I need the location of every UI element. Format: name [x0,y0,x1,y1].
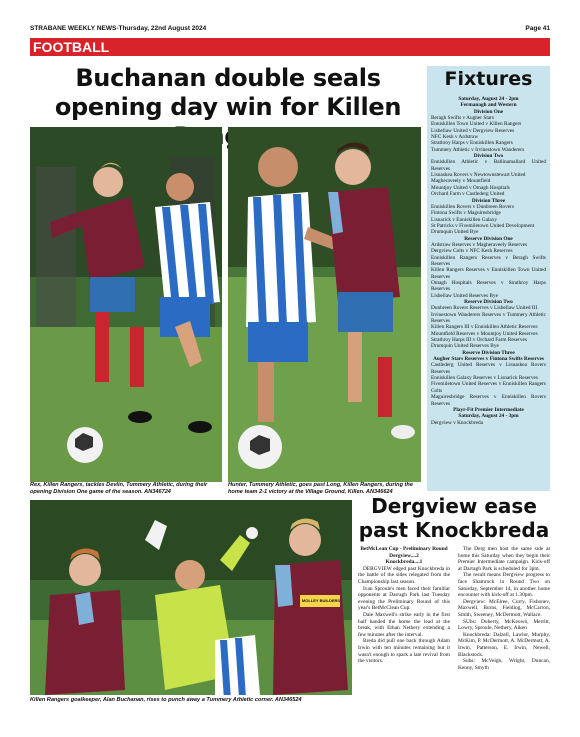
section-label: FOOTBALL [33,39,110,55]
story2-paragraph: The result means Dergview progress to face Shamrock in Round Two on Saturday, September 14, in another home encounter with kick-off at 1.30pm. [458,572,550,599]
fixtures-heading: Saturday, August 24 - 2pm [458,96,519,102]
fixture-line: Magheraveely v Mountfield [431,178,491,185]
fixture-line: NFC Kesh v Ardstraw [431,134,479,141]
fixtures-title: Fixtures [444,68,533,90]
fixture-line: Mountjoy United v Omagh Hospitals [431,184,510,191]
fixtures-heading: Division Three [471,197,506,204]
story2-paragraph: Dergview: McElree, Curry, Fishonev, Maxwell, Burns, Fielding, McCarron, Smith, Sweeney, McDermott, Wallace. [458,598,550,618]
fixtures-heading: Reserve Division One [464,235,513,242]
fixture-line: Killen Rangers Reserves v Enniskillen Town United Reserves [431,267,546,280]
photo2-caption: Hunter, Tummery Athletic, goes past Long, Killen Rangers, during the home team 2-1 victory at the Village Ground, Killen. AN346624 [228,482,413,495]
story2-paragraph: Subs: McVeigh, Wright, Duncan, Kenny, Smyth [458,658,550,671]
story2-paragraph: Breda did pull one back through Adam Irwin with ten minutes remaining but it wasn't enough to spark a late revival from the visitors. [358,638,450,665]
story2-column-1 [358,546,450,665]
fixture-line: Strathroy Harps v Enniskillen Rangers [431,140,513,147]
fixtures-heading: Reserve Division Two [464,299,513,305]
fixture-line: Enniskillen Town United v Killen Rangers [431,121,522,128]
fixture-line: Fintona Swifts v Maguiresbridge [431,210,501,217]
fixture-line: Beragh Swifts v Augher Stars [431,115,494,122]
fixture-line: Orchard Farm v Castlederg United [431,191,505,198]
fixture-line: Dergview v Knockbreda [431,419,483,426]
fixture-line: Drumquin United Reserves Bye [431,343,499,350]
story2-paragraph: Ivan Sproule's men faced their familiar opponents at Darragh Park last Tuesday evening the Preliminary Round of this year's BetMcClean Cup. [358,585,450,612]
page-runner [30,25,550,35]
story2-paragraph: Knockbreda: Dalzell, Lawlor, Murphy, McKim, P. McDermott, A. McDermott, A. Irwin, Patterson, E. Irwin, Newell, Blackstock. [458,631,550,658]
photo3-caption: Killen Rangers goalkeeper, Alan Buchanan, rises to punch away a Tummery Athletic corner. AN346524 [30,697,302,703]
story2-headline: Dergview ease past Knockbreda [358,494,550,542]
story2-paragraph: DERGVIEW edged past Knockbreda in the battle of the sides relegated from the Championship last season. [358,565,450,585]
fixture-line: Fivemiletown United Reserves v Enniskillen Rangers Colts [431,381,546,394]
fixture-line: Strathroy Harps III v Orchard Farm Reserves [431,337,527,344]
fixtures-heading: Division Two [473,153,504,160]
section-bar [30,38,550,56]
photo1-caption: Rex, Killen Rangers, tackles Devlin, Tummery Athletic, during their opening Division One game of the season. AN346724 [30,482,208,495]
fixture-line: Drumquin United Bye [431,229,479,236]
fixture-line: St Patricks v Fivemiletown United Development [431,222,535,229]
photo-hunter [228,127,421,482]
fixture-line: Irvinestown Wanderers Reserves v Tummery Athletic Reserves [431,311,546,325]
runner-left: STRABANE WEEKLY NEWS-Thursday, 22nd August 2024 [30,25,207,32]
fixture-line: Lisnarick v Enniskillen Galaxy [431,216,498,223]
fixtures-heading: Division One [473,108,504,115]
fixtures-box [427,66,550,491]
fixture-line: Dergview Colts v NFC Kesh Reserves [431,248,513,255]
fixture-line: Lisbellaw United Reserves Bye [431,292,498,299]
story2-paragraph: The Derg men host the same side at home this Saturday when they begin their Premier Intermediate campaign. Kick-off at Darragh Park is scheduled for 3pm. [458,546,550,572]
photo-goalkeeper [30,500,352,695]
fixtures-heading: Augher Stars Reserves v Fintona Swifts Reserves [433,356,544,363]
fixtures-list [427,96,550,426]
fixture-line: Omagh Hospitals Reserves v Strathroy Harps Reserves [431,279,546,293]
fixture-line: Castlederg United Reserves v Lisnaskea Rovers Reserves [431,362,546,375]
story2-paragraph: SUbs: Doherty, McKeown, Merritt, Lowry, Sproule, Nethery, Aiken [458,618,550,632]
fixture-line: Lisnaskea Rovers v Newtownstewart United [431,172,526,179]
fixture-line: Killen Rangers III v Enniskillen Athletic Reserves [431,324,538,331]
main-headline: Buchanan double seals opening day win for Killen [54,64,402,121]
story2-subhead: Knockbreda....1 [385,559,423,566]
fixture-line: Enniskillen Rovers v Dunbreen Rovers [431,203,514,210]
fixture-line: Enniskillen Rangers Reserves v Beragh Swifts Reserves [431,254,546,267]
fixture-line: Tummery Athletic v Irvinestown Wanderers [431,146,525,153]
story2-column-2 [458,546,550,671]
fixture-line: Enniskillen Athletic v Ballinamallard United Reserves [431,159,546,172]
fixtures-heading: Saturday, August 24 - 3pm [458,413,519,420]
fixture-line: Maguiresbridge Reserves v Enniskillen Rovers Reserves [431,394,546,407]
photo-tackle [30,127,222,482]
fixture-line: Enniskillen Galaxy Reserves v Lisnarick Reserves [431,375,538,382]
story2-paragraph: Dale Maxwell's strike early in the first half handed the home the lead at the break, with Ethan Nethery extending a few minutes after the interval. [358,611,450,638]
fixtures-heading: Reserve Division Three [462,349,515,356]
fixture-line: Mountfield Reserves v Mountjoy United Reserves [431,330,538,337]
fixtures-heading: Playr-Fit Premier Intermediate [453,406,524,413]
story2-subhead: BetMcLean Cup - Preliminary Round [360,546,448,552]
fixture-line: Lisbellaw United v Dergview Reserves [431,127,515,134]
fixtures-heading: Fermanagh and Western [460,102,517,109]
fixture-line: Ardstraw Reserves v Magheraveely Reserves [431,241,528,248]
page-number: Page 41 [525,25,550,32]
story2-subhead: Dergview....2 [389,552,419,559]
fixture-line: Dunbreen Rovers Reserves v Lisbellaw United III [431,305,538,312]
shirt-sponsor: MOLLEY BUILDERS [301,598,341,603]
